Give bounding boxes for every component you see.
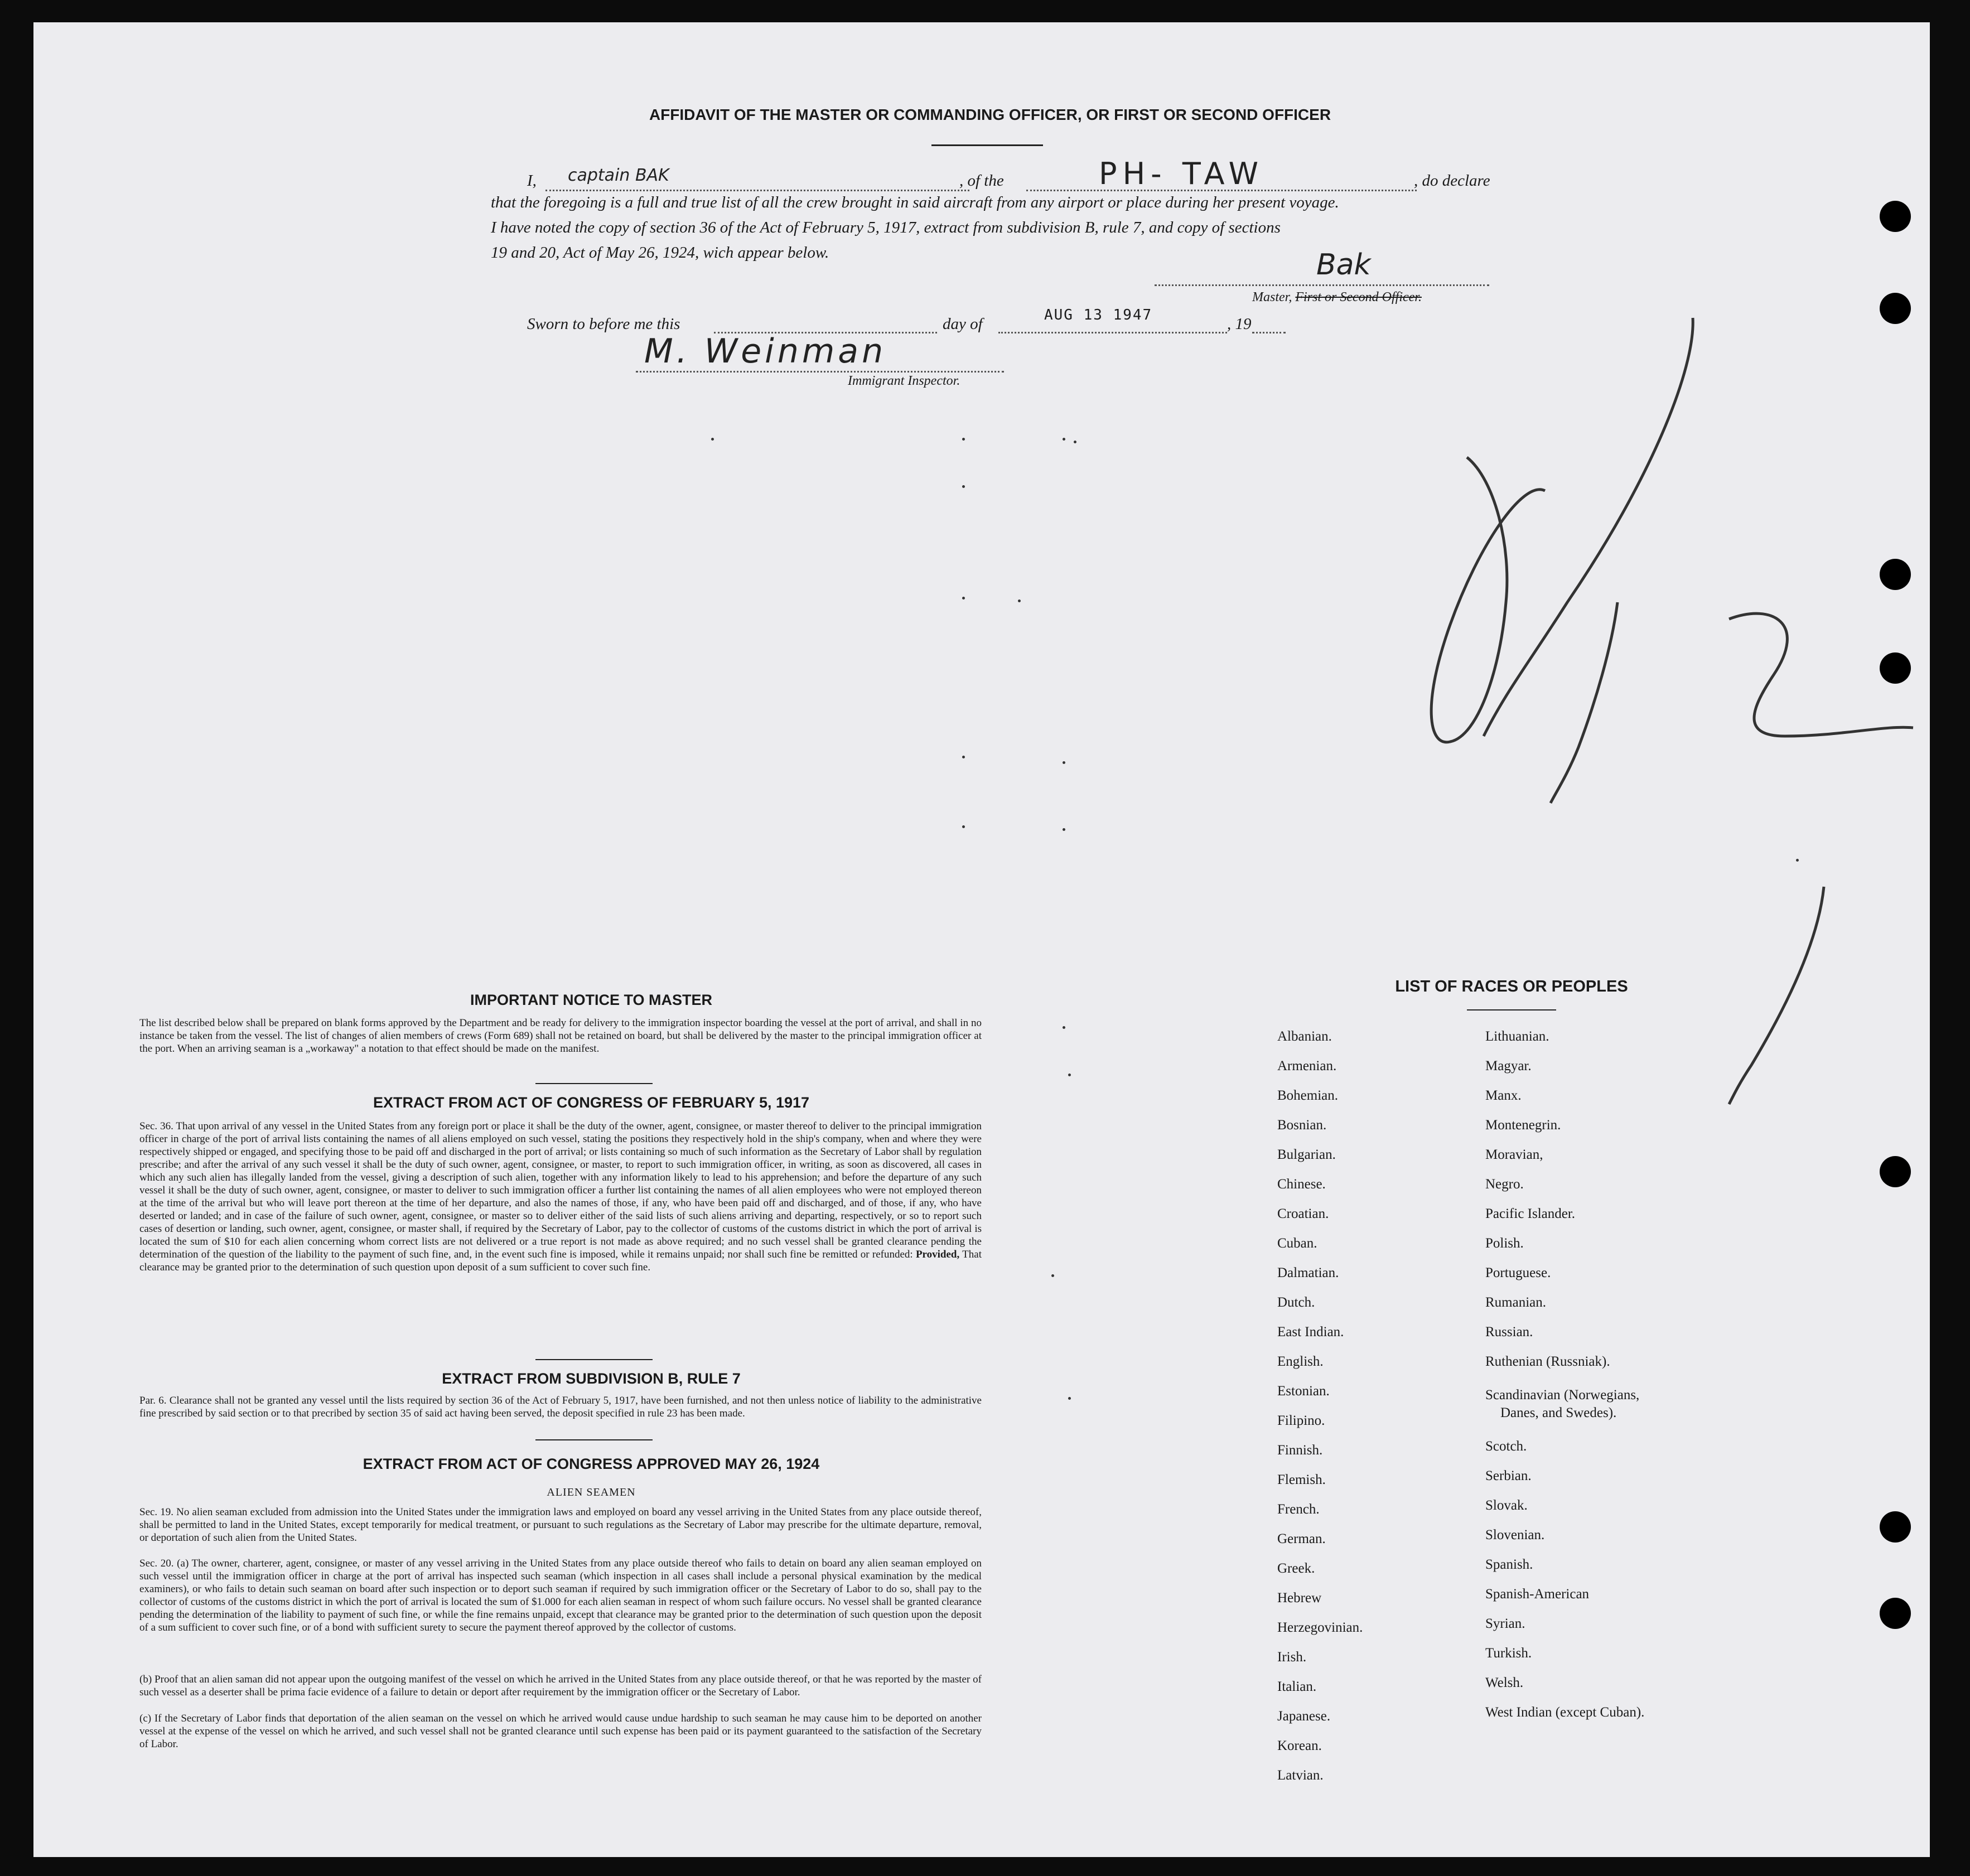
- sworn-label: Sworn to before me this: [527, 315, 680, 333]
- race-right-item: Negro.: [1485, 1177, 1524, 1192]
- races-title: LIST OF RACES OR PEOPLES: [1395, 978, 1628, 995]
- extract-1917-provided: Provided,: [915, 1249, 960, 1260]
- alien-seamen-subtitle: ALIEN SEAMEN: [547, 1486, 636, 1498]
- of-the-label: , of the: [959, 172, 1004, 190]
- sworn-date-line: [998, 332, 1227, 333]
- scan-speck: [962, 485, 965, 488]
- day-of-label: day of: [943, 315, 983, 333]
- race-left-item: Finnish.: [1277, 1443, 1323, 1458]
- race-left-item: Italian.: [1277, 1679, 1317, 1694]
- vessel-handwriting: PH- TAW: [1099, 156, 1264, 191]
- race-left-item: Latvian.: [1277, 1768, 1324, 1783]
- master-title: Master,: [1252, 290, 1292, 304]
- scan-speck: [962, 597, 965, 599]
- scan-speck: [1063, 1026, 1065, 1029]
- race-left-item: Greek.: [1277, 1561, 1315, 1576]
- extract-1924-sec20a: Sec. 20. (a) The owner, charterer, agent, consignee, or master of any vessel arriving in the United States from any place outside thereof who fails to detain on board any alien seaman employed on such vessel until the immigration officer in charge at the port of arrival has inspected such seaman (which inspection in all cases shall include a personal physical examination by the medical examiners), or who fails to detain such seaman on board after such inspection or to deport such seaman if required by such immigration officer or the Secretary of Labor to do so, shall pay to the collector of customs of the customs district in which the port of arrival is located the sum of $1.000 for each alien seaman in respect of whom such failure occurs. No vessel shall be granted clearance pending the determination of the liability to payment of such fine, or while the fine remains unpaid, except that clearance may be granted prior to the determination of such question upon the deposit of a sum sufficient to cover such fine, or of a bond with sufficient surety to secure the payment thereof approved by the collector of customs.: [139, 1558, 982, 1633]
- race-left-item: Estonian.: [1277, 1384, 1330, 1399]
- divider-3: [535, 1439, 653, 1440]
- inspector-label: Immigrant Inspector.: [848, 374, 960, 388]
- date-stamp: AUG 13 1947: [1044, 307, 1153, 323]
- inspector-line: [636, 371, 1004, 373]
- race-left-item: East Indian.: [1277, 1324, 1344, 1340]
- extract-1924-sec20c: (c) If the Secretary of Labor finds that deportation of the alien seaman on the vessel on which he arrived would cause undue hardship to such seaman he may cause him to be deported on another vessel at the expense of the vessel on which he arrived, and such vessel shall not be granted clearance until such expense has been paid or its payment guaranteed to the satisfaction of the Secretary of Labor.: [139, 1713, 982, 1750]
- handwritten-annotation: [1383, 312, 1930, 1121]
- race-left-item: Irish.: [1277, 1650, 1307, 1665]
- document-sheet: [33, 22, 1930, 1857]
- extract-1917-body-end: That clearance may be granted prior to the determination of such question upon deposit of a sum sufficient to cover such fine.: [139, 1249, 982, 1273]
- punch-hole: [1880, 559, 1911, 590]
- punch-hole: [1880, 1511, 1911, 1543]
- punch-hole: [1880, 1156, 1911, 1187]
- race-right-item: Scotch.: [1485, 1439, 1527, 1454]
- title-underline: [931, 144, 1043, 146]
- extract-1924-title: EXTRACT FROM ACT OF CONGRESS APPROVED MAY 26, 1924: [363, 1456, 820, 1472]
- race-right-item: Rumanian.: [1485, 1295, 1547, 1310]
- extract-1917-body: Sec. 36. That upon arrival of any vessel in the United States from any foreign port or place it shall be the duty of the owner, agent, consignee, or master thereof to deliver to the principal immigration officer in charge of the port of arrival lists containing the names of all aliens employed on such vessel, stating the positions they respectively hold in the ship's company, when and where they were respectively shipped or engaged, and specifying those to be paid off and discharged in the port of arrival; or lists containing so much of such information as the Secretary of Labor shall by regulation prescribe; and after the arrival of any such vessel it shall be the duty of such owner, agent, consignee, or master, to report to such immigration officer, in writing, as soon as discovered, all cases in which any such alien has illegally landed from the vessel, giving a description of such alien, together with any information likely to lead to his apprehension; and before the departure of any such vessel it shall be the duty of such owner, agent, consignee, or master to deliver to such immigration officer a further list containing the names of all alien employees who were not employed thereon at the time of the arrival but who will leave port thereon at the time of her departure, and also the names of those, if any, who have been paid off and discharged, and of those, if any, who have deserted or landed; and in case of the failure of such owner, agent, consignee, or master so to deliver either of the said lists of such aliens arriving and departing, respectively, or so to report such cases of desertion or landing, such owner, agent, consignee, or master shall, if required by the Secretary of Labor, pay to the collector of customs of the customs district in which the port of arrival is located the sum of $10 for each alien concerning whom correct lists are not delivered or a true report is not made as above required; and no such vessel shall be granted clearance pending the determination of the question of the liability to the payment of such fine, and, in the event such fine is imposed, while it remains unpaid; nor shall such fine be remitted or refunded:: [139, 1120, 982, 1260]
- scan-speck: [1051, 1274, 1054, 1277]
- race-right-item: Pacific Islander.: [1485, 1206, 1576, 1221]
- race-right-item: Slovenian.: [1485, 1527, 1545, 1543]
- race-left-item: Dalmatian.: [1277, 1265, 1339, 1280]
- extract-1924-sec19: Sec. 19. No alien seaman excluded from admission into the United States under the immigration laws and employed on board any vessel arriving in the United States from any place outside thereof, shall be permitted to land in the United States, except temporarily for medical treatment, or pursuant to such regulations as the Secretary of Labor may prescribe for the ultimate departure, removal, or deportation of such alien from the United States.: [139, 1506, 982, 1544]
- punch-hole: [1880, 652, 1911, 684]
- extract-rule7-text: Par. 6. Clearance shall not be granted any vessel until the lists required by section 36 of the Act of February 5, 1917, have been furnished, and not then unless notice of liability to the administrative fine prescribed by said section or to that precribed by section 35 of said act having been served, the deposit specified in rule 23 has been made.: [139, 1395, 982, 1419]
- scan-speck: [1018, 599, 1021, 602]
- affidavit-body-line1: that the foregoing is a full and true list of all the crew brought in said aircraft from any airport or place during her present voyage.: [491, 194, 1339, 211]
- race-right-item: Syrian.: [1485, 1616, 1525, 1631]
- scan-speck: [1063, 761, 1065, 764]
- annotation-slash: [1484, 318, 1693, 736]
- annotation-one: [1551, 602, 1617, 803]
- scan-speck: [1068, 1397, 1071, 1400]
- race-left-item: Filipino.: [1277, 1413, 1325, 1428]
- race-right-item: Spanish-American: [1485, 1587, 1590, 1602]
- race-right-item: Montenegrin.: [1485, 1118, 1561, 1133]
- race-right-item: Spanish.: [1485, 1557, 1533, 1572]
- race-right-item: Serbian.: [1485, 1468, 1532, 1483]
- race-left-item: Bulgarian.: [1277, 1147, 1336, 1162]
- race-left-item: Armenian.: [1277, 1058, 1337, 1074]
- race-right-item: Manx.: [1485, 1088, 1522, 1103]
- race-right-item: Magyar.: [1485, 1058, 1532, 1074]
- scan-speck: [1063, 828, 1065, 831]
- divider-2: [535, 1359, 653, 1360]
- race-left-item: Herzegovinian.: [1277, 1620, 1363, 1635]
- scan-speck: [962, 756, 965, 758]
- race-left-item: German.: [1277, 1531, 1326, 1546]
- race-right-item: Slovak.: [1485, 1498, 1528, 1513]
- inspector-signature: M. Weinman: [644, 332, 887, 371]
- affidavit-title: AFFIDAVIT OF THE MASTER OR COMMANDING OFFICER, OR FIRST OR SECOND OFFICER: [649, 106, 1331, 123]
- year-line: [1252, 332, 1286, 333]
- scan-speck: [1068, 1074, 1071, 1076]
- extract-1917-text: [139, 1120, 982, 1274]
- race-left-item: Hebrew: [1277, 1590, 1322, 1606]
- race-left-item: Croatian.: [1277, 1206, 1329, 1221]
- race-right-item: Ruthenian (Russniak).: [1485, 1354, 1610, 1369]
- race-right-item: Portuguese.: [1485, 1265, 1551, 1280]
- race-right-item: Turkish.: [1485, 1646, 1532, 1661]
- captain-name-handwriting: captain BAK: [568, 166, 669, 185]
- year-label: , 19: [1227, 315, 1252, 333]
- extract-1917-title: EXTRACT FROM ACT OF CONGRESS OF FEBRUARY 5, 1917: [373, 1094, 810, 1111]
- race-left-item: Flemish.: [1277, 1472, 1326, 1487]
- name-line: [545, 190, 969, 191]
- scan-speck: [962, 438, 965, 441]
- race-right-item: West Indian (except Cuban).: [1485, 1705, 1645, 1720]
- race-right-item: Lithuanian.: [1485, 1029, 1549, 1044]
- race-left-item: Chinese.: [1277, 1177, 1326, 1192]
- master-signature: Bak: [1316, 248, 1371, 282]
- officer-struck-text: First or Second Officer.: [1295, 290, 1422, 304]
- do-declare-label: , do declare: [1414, 172, 1490, 190]
- scan-speck: [1063, 438, 1065, 441]
- extract-1924-sec20b: (b) Proof that an alien saman did not appear upon the outgoing manifest of the vessel on which he arrived in the United States from any place outside thereof, or that he was reported by the master of such vessel as a deserter shall be prima facie evidence of a failure to detain or deport after requirement by the immigration officer or the Secretary of Labor.: [139, 1674, 982, 1698]
- race-right-item: Polish.: [1485, 1236, 1524, 1251]
- annotation-eight: [1431, 457, 1545, 742]
- race-left-item: Cuban.: [1277, 1236, 1317, 1251]
- punch-hole: [1880, 201, 1911, 232]
- race-left-item: English.: [1277, 1354, 1324, 1369]
- race-right-item: Russian.: [1485, 1324, 1533, 1340]
- divider-1: [535, 1083, 653, 1084]
- race-left-item: Bohemian.: [1277, 1088, 1339, 1103]
- scan-speck: [1796, 859, 1799, 862]
- scan-speck: [962, 825, 965, 828]
- race-left-item: Dutch.: [1277, 1295, 1315, 1310]
- race-right-item: Danes, and Swedes).: [1500, 1405, 1617, 1420]
- affidavit-i: I,: [527, 172, 537, 190]
- punch-hole: [1880, 1598, 1911, 1629]
- race-left-item: Albanian.: [1277, 1029, 1332, 1044]
- affidavit-body-line3: 19 and 20, Act of May 26, 1924, wich appear below.: [491, 244, 829, 262]
- annotation-lower-stroke: [1729, 887, 1824, 1104]
- scan-speck: [1074, 441, 1076, 443]
- punch-hole: [1880, 293, 1911, 324]
- race-left-item: Korean.: [1277, 1738, 1322, 1753]
- master-label: [1252, 290, 1422, 305]
- affidavit-body-line2: I have noted the copy of section 36 of the Act of February 5, 1917, extract from subdivision B, rule 7, and copy of sections: [491, 219, 1281, 236]
- race-right-item: Scandinavian (Norwegians,: [1485, 1387, 1640, 1403]
- race-right-item: Welsh.: [1485, 1675, 1524, 1690]
- notice-text: The list described below shall be prepared on blank forms approved by the Department and be ready for delivery to the immigration inspector boarding the vessel at the port of arrival, and shall in no instance be taken from the vessel. The list of changes of alien members of crews (Form 689) shall not be retained on board, but shall be delivered by the master to the principal immigration officer at the port. When an arriving seaman is a „workaway" a notation to that effect should be made on the manifest.: [139, 1017, 982, 1055]
- race-left-item: Japanese.: [1277, 1709, 1331, 1724]
- extract-rule7-title: EXTRACT FROM SUBDIVISION B, RULE 7: [442, 1370, 741, 1387]
- race-right-item: Moravian,: [1485, 1147, 1543, 1162]
- race-left-item: French.: [1277, 1502, 1320, 1517]
- races-title-underline: [1467, 1009, 1556, 1010]
- master-signature-line: [1155, 284, 1489, 286]
- scan-speck: [711, 438, 714, 441]
- race-left-item: Bosnian.: [1277, 1118, 1327, 1133]
- notice-title: IMPORTANT NOTICE TO MASTER: [470, 992, 712, 1008]
